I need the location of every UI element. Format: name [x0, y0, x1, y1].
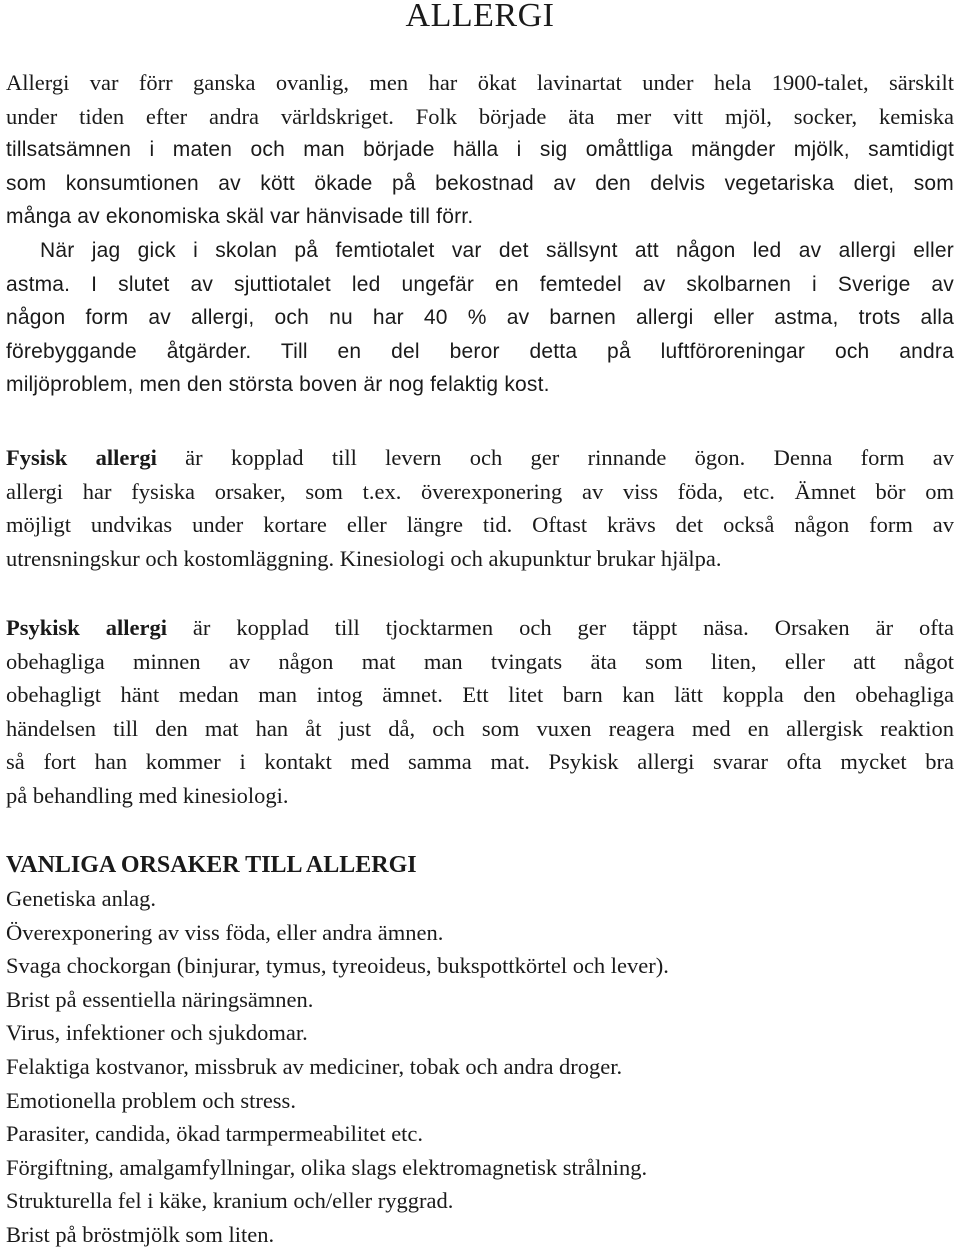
- intro-line: När jag gick i skolan på femtiotalet var det sällsynt att någon led av allergi eller: [40, 238, 954, 262]
- intro-line: under tiden efter andra världskriget. Folk började äta mer vitt mjöl, socker, kemiska: [6, 103, 954, 129]
- causes-list: [6, 882, 954, 1252]
- fysisk-allergi-paragraph: [6, 441, 954, 575]
- psykisk-line: [6, 611, 954, 645]
- intro-line: miljöproblem, men den största boven är nog felaktig kost.: [6, 373, 550, 397]
- list-item: Strukturella fel i käke, kranium och/eller ryggrad.: [6, 1188, 454, 1214]
- fysisk-text: är kopplad till levern och ger rinnande ögon. Denna form av: [156, 445, 954, 470]
- intro-paragraph: [6, 66, 954, 402]
- list-item: Brist på bröstmjölk som liten.: [6, 1221, 275, 1247]
- intro-line: som konsumtionen av kött ökade på bekostnad av den delvis vegetariska diet, som: [6, 171, 954, 195]
- causes-heading: VANLIGA ORSAKER TILL ALLERGI: [6, 852, 417, 878]
- psykisk-term: Psykisk allergi: [6, 615, 167, 640]
- intro-line: förebyggande åtgärder. Till en del beror detta på luftföroreningar och andra: [6, 339, 954, 363]
- fysisk-line: [6, 441, 954, 475]
- fysisk-line: möjligt undvikas under kortare eller längre tid. Oftast krävs det också någon form av: [6, 512, 954, 538]
- list-item: Emotionella problem och stress.: [6, 1087, 296, 1113]
- list-item: Felaktiga kostvanor, missbruk av mediciner, tobak och andra droger.: [6, 1053, 623, 1079]
- list-item: Brist på essentiella näringsämnen.: [6, 986, 314, 1012]
- intro-line: någon form av allergi, och nu har 40 % av barnen allergi eller astma, trots alla: [6, 306, 954, 330]
- intro-line: Allergi var förr ganska ovanlig, men har ökat lavinartat under hela 1900-talet, särskilt: [6, 70, 954, 95]
- psykisk-line: på behandling med kinesiologi.: [6, 782, 289, 808]
- fysisk-line: utrensningskur och kostomläggning. Kinesiologi och akupunktur brukar hjälpa.: [6, 545, 722, 571]
- fysisk-term: Fysisk allergi: [6, 445, 157, 470]
- list-item: Virus, infektioner och sjukdomar.: [6, 1020, 308, 1046]
- list-item: Överexponering av viss föda, eller andra ämnen.: [6, 919, 444, 945]
- list-item: Parasiter, candida, ökad tarmpermeabilitet etc.: [6, 1121, 424, 1147]
- psykisk-line: händelsen till den mat han åt just då, och som vuxen reagera med en allergisk reaktion: [6, 715, 954, 741]
- intro-line: många av ekonomiska skäl var hänvisade till förr.: [6, 205, 474, 229]
- psykisk-allergi-paragraph: [6, 611, 954, 813]
- list-item: Genetiska anlag.: [6, 886, 156, 911]
- causes-section: [6, 848, 954, 1252]
- psykisk-text: är kopplad till tjocktarmen och ger täppt näsa. Orsaken är ofta: [166, 615, 955, 640]
- intro-line: astma. I slutet av sjuttiotalet led ungefär en femtedel av skolbarnen i Sverige av: [6, 272, 954, 296]
- psykisk-line: obehagligt hänt medan man intog ämnet. Ett litet barn kan lätt koppla den obehagliga: [6, 682, 954, 708]
- fysisk-line: allergi har fysiska orsaker, som t.ex. överexponering av viss föda, etc. Ämnet bör om: [6, 478, 954, 504]
- list-item: Svaga chockorgan (binjurar, tymus, tyreoideus, bukspottkörtel och lever).: [6, 953, 669, 979]
- psykisk-line: så fort han kommer i kontakt med samma mat. Psykisk allergi svarar ofta mycket bra: [6, 749, 954, 775]
- intro-line: tillsatsämnen i maten och man började hälla i sig omåttliga mängder mjölk, samtidigt: [6, 138, 954, 162]
- page-title: ALLERGI: [405, 0, 555, 34]
- psykisk-line: obehagliga minnen av någon mat man tvingats äta som liten, eller att något: [6, 648, 954, 674]
- list-item: Förgiftning, amalgamfyllningar, olika slags elektromagnetisk strålning.: [6, 1154, 648, 1180]
